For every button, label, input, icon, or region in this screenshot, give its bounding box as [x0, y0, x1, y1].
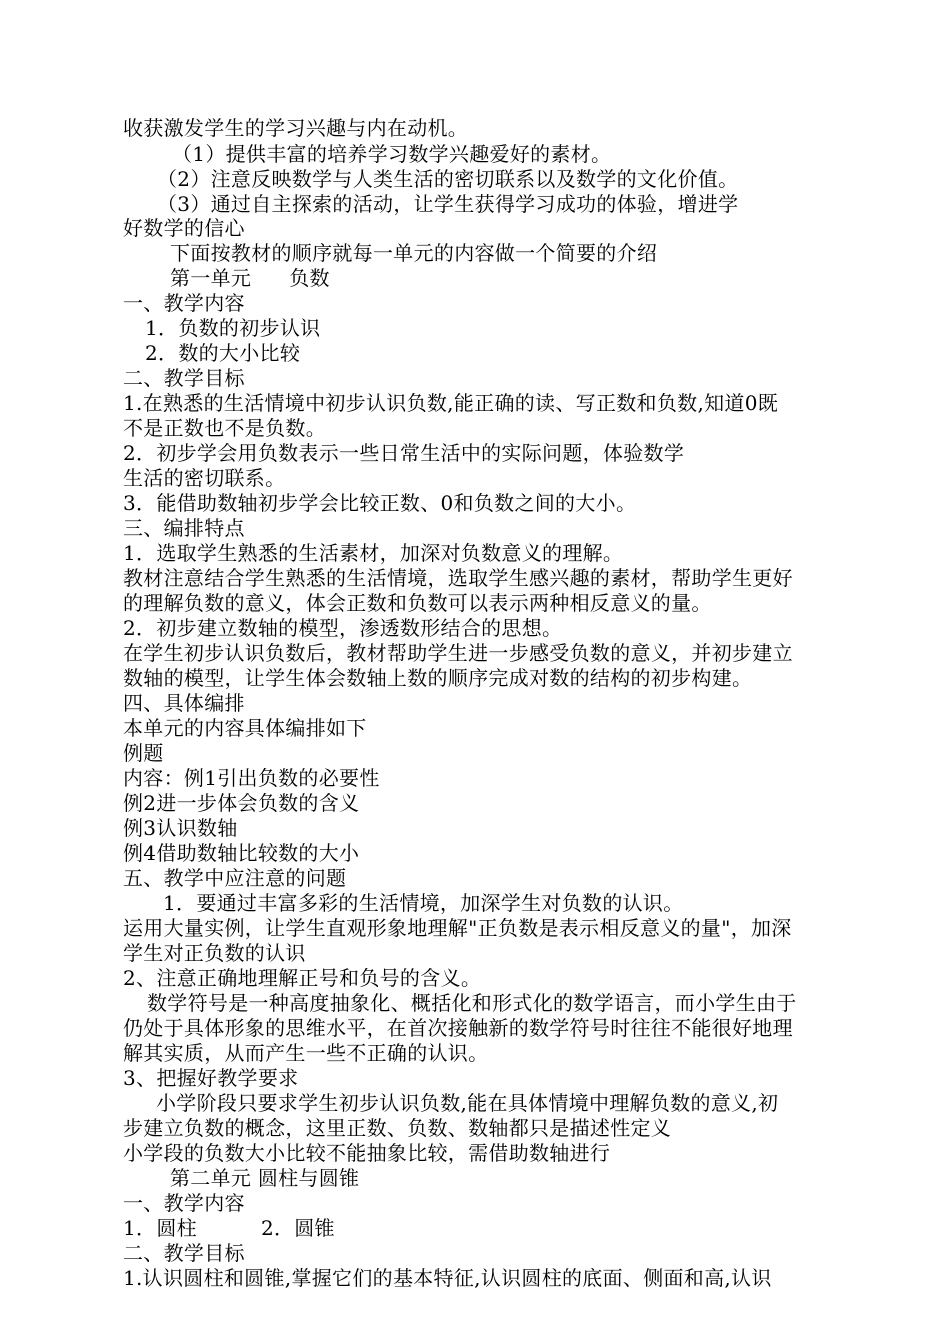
text-line: 数轴的模型，让学生体会数轴上数的顺序完成对数的结构的初步构建。	[123, 666, 753, 690]
list-item: 1．圆柱	[123, 1216, 197, 1240]
section-heading: 二、教学目标	[123, 1241, 245, 1265]
text-line: 下面按教材的顺序就每一单元的内容做一个简要的介绍	[170, 241, 658, 265]
list-item: 2．圆锥	[260, 1216, 335, 1240]
unit-heading: 第二单元 圆柱与圆锥	[170, 1166, 360, 1190]
unit-title: 负数	[289, 266, 330, 290]
text-line: 学生对正负数的认识	[123, 941, 306, 965]
content-list	[123, 1216, 868, 1241]
text-line: 3．能借助数轴初步学会比较正数、0和负数之间的大小。	[123, 491, 637, 515]
text-line: 3、把握好教学要求	[123, 1066, 299, 1090]
list-item: 2．数的大小比较	[145, 341, 301, 365]
text-line: 本单元的内容具体编排如下	[123, 716, 367, 740]
text-line: 运用大量实例，让学生直观形象地理解"正负数是表示相反意义的量"，加深	[123, 916, 792, 940]
section-heading: 三、编排特点	[123, 516, 245, 540]
text-line: 内容：例1引出负数的必要性	[123, 766, 380, 790]
text-line: 不是正数也不是负数。	[123, 416, 326, 440]
text-line: 数学符号是一种高度抽象化、概括化和形式化的数学语言，而小学生由于	[147, 991, 797, 1015]
section-heading: 一、教学内容	[123, 1191, 245, 1215]
text-line: 例2进一步体会负数的含义	[123, 791, 360, 815]
text-line: 小学段的负数大小比较不能抽象比较，需借助数轴进行	[123, 1141, 611, 1165]
text-line: 在学生初步认识负数后，教材帮助学生进一步感受负数的意义，并初步建立	[123, 641, 793, 665]
text-line: 生活的密切联系。	[123, 466, 286, 490]
unit-number: 第一单元	[170, 266, 252, 290]
list-item: （3）通过自主探索的活动，让学生获得学习成功的体验，增进学	[157, 192, 739, 216]
list-item: 1．要通过丰富多彩的生活情境，加深学生对负数的认识。	[163, 891, 684, 915]
text-line: 步建立负数的概念，这里正数、负数、数轴都只是描述性定义	[123, 1116, 672, 1140]
section-heading: 一、教学内容	[123, 291, 245, 315]
list-item: （1）提供丰富的培养学习数学兴趣爱好的素材。	[172, 142, 612, 166]
text-line: 仍处于具体形象的思维水平，在首次接触新的数学符号时往往不能很好地理	[123, 1016, 793, 1040]
text-line: 好数学的信心	[123, 216, 245, 240]
text-line: 2．初步建立数轴的模型，渗透数形结合的思想。	[123, 616, 563, 640]
section-heading: 四、具体编排	[123, 691, 245, 715]
unit-heading	[170, 266, 915, 291]
text-line: 收获激发学生的学习兴趣与内在动机。	[123, 116, 469, 140]
text-line: 1．选取学生熟悉的生活素材，加深对负数意义的理解。	[123, 541, 624, 565]
section-heading: 二、教学目标	[123, 366, 245, 390]
text-line: 教材注意结合学生熟悉的生活情境，选取学生感兴趣的素材，帮助学生更好	[123, 566, 793, 590]
text-line: 例题	[123, 741, 164, 765]
text-line: 例4借助数轴比较数的大小	[123, 841, 360, 865]
text-line: 例3认识数轴	[123, 816, 238, 840]
section-heading: 五、教学中应注意的问题	[123, 866, 347, 890]
text-line: 2．初步学会用负数表示一些日常生活中的实际问题，体验数学	[123, 441, 685, 465]
text-line: 解其实质，从而产生一些不正确的认识。	[123, 1041, 489, 1065]
list-item: 1．负数的初步认识	[145, 316, 321, 340]
text-line: 小学阶段只要求学生初步认识负数,能在具体情境中理解负数的意义,初	[156, 1091, 779, 1115]
text-line: 1.在熟悉的生活情境中初步认识负数,能正确的读、写正数和负数,知道0既	[123, 391, 779, 415]
list-item: （2）注意反映数学与人类生活的密切联系以及数学的文化价值。	[157, 167, 739, 191]
text-line: 的理解负数的意义，体会正数和负数可以表示两种相反意义的量。	[123, 591, 712, 615]
text-line: 2、注意正确地理解正号和负号的含义。	[123, 966, 482, 990]
text-line: 1.认识圆柱和圆锥,掌握它们的基本特征,认识圆柱的底面、侧面和高,认识	[123, 1266, 772, 1290]
